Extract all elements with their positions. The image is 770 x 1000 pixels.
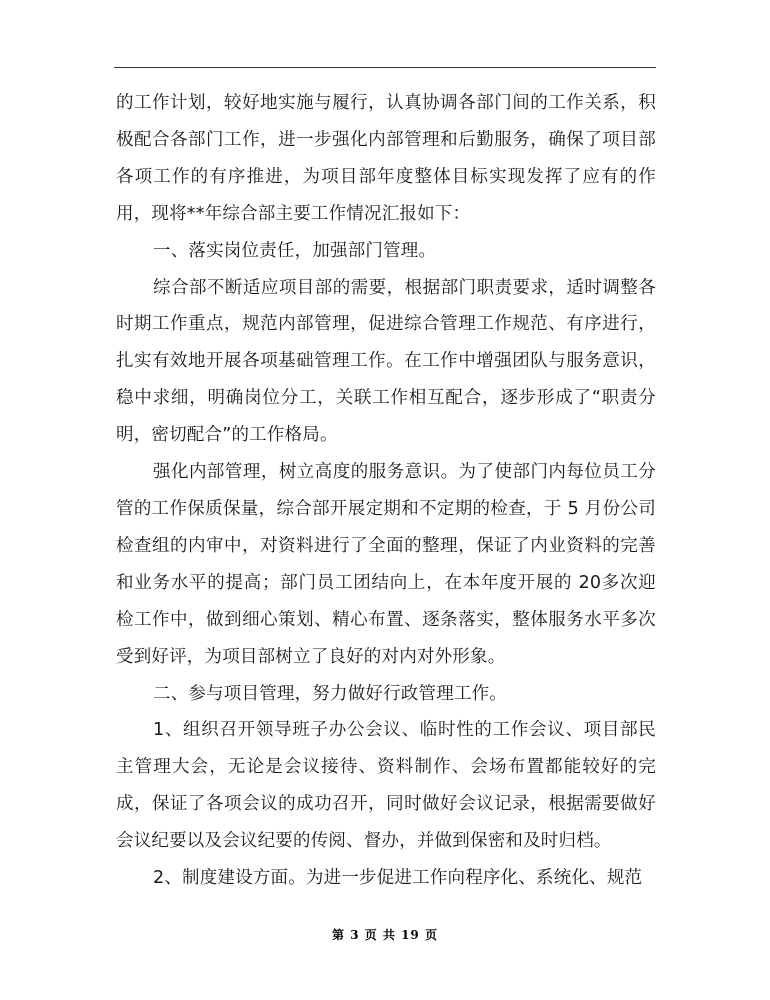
section-heading-1: 一、落实岗位责任，加强部门管理。 [153, 240, 437, 261]
page-number-footer: 第 3 页 共 19 页 [332, 928, 438, 942]
paragraph-2: 综合部不断适应项目部的需要，根据部门职责要求，适时调整各时期工作重点，规范内部管理，促进综合管理工作规范、有序进行，扎实有效地开展各项基础管理工作。在工作中增强团队与服务意识，稳中求细，明确岗位分工，关联工作相互配合，逐步形成了“职责分明，密切配合”的工作格局。 [116, 277, 656, 446]
document-body [116, 85, 656, 897]
section-heading-2: 二、参与项目管理，努力做好行政管理工作。 [153, 683, 507, 704]
paragraph-3: 强化内部管理，树立高度的服务意识。为了使部门内每位员工分管的工作保质保量，综合部开展定期和不定期的检查，于 5 月份公司检查组的内审中，对资料进行了全面的整理，保证了内业资料的完善和业务水平的提高；部门员工团结向上，在本年度开展的 20多次迎检工作中，做到细心策划、精心布置、逐条落实，整体服务水平多次受到好评，为项目部树立了良好的对内对外形象。 [116, 462, 656, 667]
paragraph-4: 1、组织召开领导班子办公会议、临时性的工作会议、项目部民主管理大会，无论是会议接待、资料制作、会场布置都能较好的完成，保证了各项会议的成功召开，同时做好会议记录，根据需要做好会议纪要以及会议纪要的传阅、督办，并做到保密和及时归档。 [116, 720, 656, 852]
paragraph-5: 2、制度建设方面。为进一步促进工作向程序化、系统化、规范 [153, 868, 643, 889]
header-rule [114, 67, 656, 68]
paragraph-1: 的工作计划，较好地实施与履行，认真协调各部门间的工作关系，积极配合各部门工作，进一步强化内部管理和后勤服务，确保了项目部各项工作的有序推进，为项目部年度整体目标实现发挥了应有的作用，现将**年综合部主要工作情况汇报如下： [116, 93, 656, 224]
